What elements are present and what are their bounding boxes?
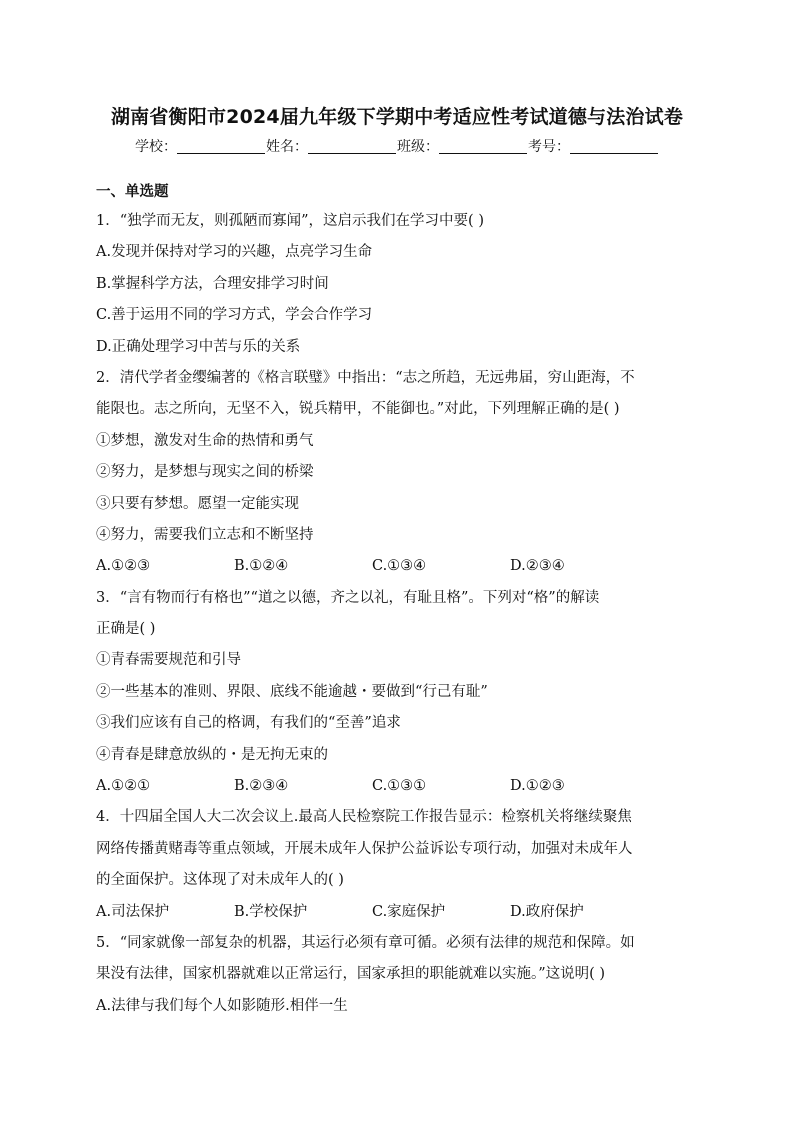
option-b: B.掌握科学方法，合理安排学习时间 bbox=[96, 275, 329, 292]
class-blank[interactable] bbox=[439, 139, 527, 154]
option-a: A.发现并保持对学习的兴趣，点亮学习生命 bbox=[96, 244, 373, 261]
option-b: B.①②④ bbox=[234, 558, 289, 575]
question-text: 4．十四届全国人大二次会议上.最高人民检察院工作报告显示：检察机关将继续聚焦 bbox=[96, 809, 632, 826]
option-a: A.①②① bbox=[96, 778, 151, 795]
question-text: 5．“同家就像一部复杂的机器，其运行必须有章可循。必须有法律的规范和保障。如 bbox=[96, 934, 635, 951]
statement-4: ④努力，需要我们立志和不断坚持 bbox=[96, 526, 314, 543]
question-text: 的全面保护。这体现了对未成年人的( ) bbox=[96, 872, 344, 889]
option-d: D.正确处理学习中苦与乐的关系 bbox=[96, 338, 301, 355]
option-c: C.①③① bbox=[372, 778, 427, 795]
option-c: C.①③④ bbox=[372, 558, 427, 575]
school-label: 学校： bbox=[135, 139, 177, 155]
question-text: 1．“独学而无友，则孤陋而寡闻”，这启示我们在学习中要( ) bbox=[96, 213, 484, 229]
option-d: D.政府保护 bbox=[510, 903, 584, 920]
statement-2: ②努力，是梦想与现实之间的桥梁 bbox=[96, 464, 314, 481]
question-5 bbox=[96, 928, 700, 1022]
option-b: B.②③④ bbox=[234, 778, 289, 795]
option-a: A.法律与我们每个人如影随形.相伴一生 bbox=[96, 997, 348, 1014]
question-text: 3．“言有物而行有格也”“道之以德，齐之以礼，有耻且格”。下列对“格”的解读 bbox=[96, 589, 600, 606]
questions-area bbox=[96, 176, 700, 1022]
school-blank[interactable] bbox=[177, 139, 265, 154]
student-info-row bbox=[0, 136, 794, 156]
statement-1: ①梦想，激发对生命的热情和勇气 bbox=[96, 432, 314, 449]
name-blank[interactable] bbox=[308, 139, 396, 154]
question-3 bbox=[96, 583, 700, 803]
exam-title: 湖南省衡阳市2024届九年级下学期中考适应性考试道德与法治试卷 bbox=[110, 106, 684, 128]
options-row bbox=[96, 897, 700, 928]
statement-3: ③我们应该有自己的格调，有我们的“至善”追求 bbox=[96, 715, 401, 732]
class-label: 班级： bbox=[397, 139, 439, 155]
options-row bbox=[96, 771, 700, 802]
number-blank[interactable] bbox=[570, 139, 658, 154]
option-a: A.司法保护 bbox=[96, 903, 170, 920]
question-text: 果没有法律，国家机器就难以正常运行，国家承担的职能就难以实施。”这说明( ) bbox=[96, 966, 606, 983]
question-text: 网络传播黄赌毒等重点领域，开展未成年人保护公益诉讼专项行动，加强对未成年人 bbox=[96, 840, 633, 857]
options-row bbox=[96, 551, 700, 582]
question-text: 能限也。志之所向，无坚不入，锐兵精甲，不能御也。”对此，下列理解正确的是( ) bbox=[96, 401, 620, 418]
option-a: A.①②③ bbox=[96, 558, 151, 575]
section-title: 一、单选题 bbox=[96, 184, 169, 200]
statement-1: ①青春需要规范和引导 bbox=[96, 652, 241, 669]
option-d: D.①②③ bbox=[510, 778, 565, 795]
statement-3: ③只要有梦想。愿望一定能实现 bbox=[96, 495, 299, 512]
statement-2: ②一些基本的准则、界限、底线不能逾越・要做到“行己有耻” bbox=[96, 683, 488, 700]
question-text: 正确是( ) bbox=[96, 621, 156, 638]
name-label: 姓名： bbox=[266, 139, 308, 155]
question-4 bbox=[96, 802, 700, 928]
statement-4: ④青春是肆意放纵的・是无拘无束的 bbox=[96, 746, 328, 763]
question-2 bbox=[96, 363, 700, 583]
question-1 bbox=[96, 206, 700, 363]
option-b: B.学校保护 bbox=[234, 903, 308, 920]
question-text: 2．清代学者金缨编著的《格言联璧》中指出：“志之所趋，无远弗届，穷山距海，不 bbox=[96, 369, 635, 386]
option-d: D.②③④ bbox=[510, 558, 565, 575]
option-c: C.家庭保护 bbox=[372, 903, 446, 920]
number-label: 考号： bbox=[528, 139, 570, 155]
option-c: C.善于运用不同的学习方式，学会合作学习 bbox=[96, 307, 373, 324]
